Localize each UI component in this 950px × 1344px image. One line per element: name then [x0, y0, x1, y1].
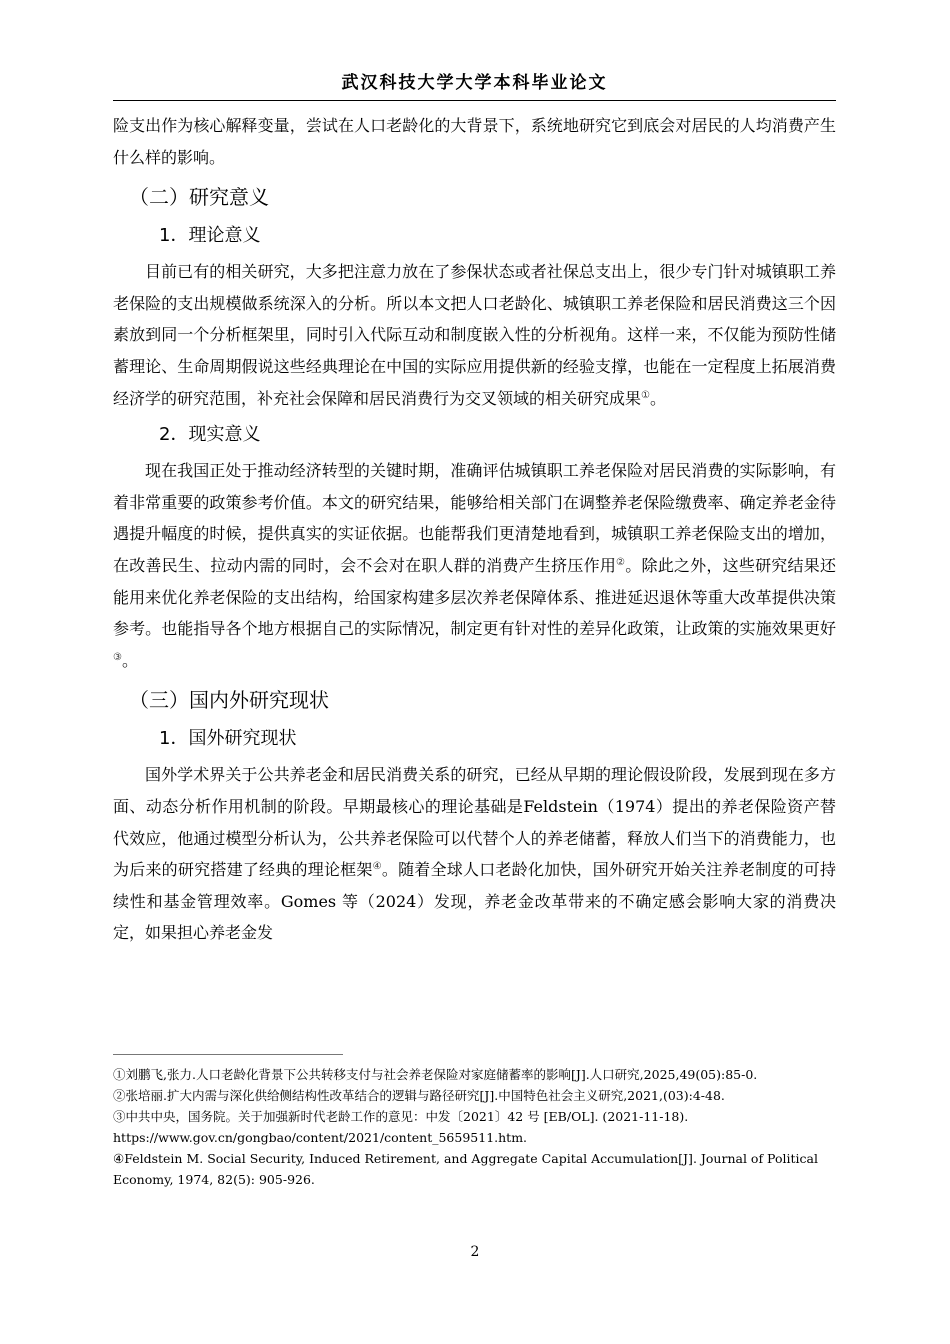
theory-paragraph — [113, 256, 836, 414]
section-heading-significance: （二）研究意义 — [129, 185, 269, 210]
footnote-separator — [113, 1054, 343, 1055]
practice-paragraph — [113, 455, 836, 676]
foreign-text-b: 。随着全球人口老龄化加快，国外研究开始关注养老制度的可持续性和基金管理效率。Gomes 等（2024）发现，养老金改革带来的不确定感会影响大家的消费决定，如果担心养老金发 — [113, 860, 836, 943]
footnote-1: ①刘鹏飞,张力.人口老龄化背景下公共转移支付与社会养老保险对家庭储蓄率的影响[J].人口研究,2025,49(05):85-0. — [113, 1067, 758, 1082]
theory-end: 。 — [649, 388, 666, 408]
practice-text-a: 现在我国正处于推动经济转型的关键时期，准确评估城镇职工养老保险对居民消费的实际影响，有着非常重要的政策参考价值。本文的研究结果，能够给相关部门在调整养老保险缴费率、确定养老金待遇提升幅度的时候，提供真实的实证依据。也能帮我们更清楚地看到，城镇职工养老保险支出的增加，在改善民生、拉动内需的同时，会不会对在职人群的消费产生挤压作用 — [113, 461, 836, 575]
footnote-ref-2[interactable]: ② — [616, 556, 626, 568]
footnote-ref-3[interactable]: ③ — [113, 651, 122, 663]
footnote-ref-1[interactable]: ① — [641, 389, 650, 401]
subsection-heading-foreign: 1．国外研究现状 — [159, 728, 297, 750]
theory-text: 目前已有的相关研究，大多把注意力放在了参保状态或者社保总支出上，很少专门针对城镇职工养老保险的支出规模做系统深入的分析。所以本文把人口老龄化、城镇职工养老保险和居民消费这三个因素放到同一个分析框架里，同时引入代际互动和制度嵌入性的分析视角。这样一来，不仅能为预防性储蓄理论、生命周期假说这些经典理论在中国的实际应用提供新的经验支撑，也能在一定程度上拓展消费经济学的研究范围，补充社会保障和居民消费行为交叉领域的相关研究成果 — [113, 262, 836, 408]
footnote-2: ②张培丽.扩大内需与深化供给侧结构性改革结合的逻辑与路径研究[J].中国特色社会主义研究,2021,(03):4-48. — [113, 1088, 725, 1103]
practice-text-b: 。除此之外，这些研究结果还能用来优化养老保险的支出结构，给国家构建多层次养老保障体系、推进延迟退休等重大改革提供决策参考。也能指导各个地方根据自己的实际情况，制定更有针对性的差异化政策，让政策的实施效果更好 — [113, 555, 836, 639]
subsection-heading-practice: 2．现实意义 — [159, 424, 261, 446]
footnotes — [113, 1064, 836, 1190]
header-rule — [113, 100, 836, 101]
practice-end: 。 — [121, 650, 138, 670]
foreign-paragraph — [113, 759, 836, 949]
footnote-3: ③中共中央，国务院。关于加强新时代老龄工作的意见：中发〔2021〕42 号 [EB/OL]. (2021-11-18). — [113, 1109, 689, 1124]
running-head-title: 武汉科技大学大学本科毕业论文 — [341, 73, 608, 93]
intro-paragraph: 险支出作为核心解释变量，尝试在人口老龄化的大背景下，系统地研究它到底会对居民的人均消费产生什么样的影响。 — [113, 116, 836, 167]
page-number: 2 — [470, 1244, 480, 1260]
subsection-heading-theory: 1．理论意义 — [159, 225, 261, 247]
footnote-4: ④Feldstein M. Social Security, Induced Retirement, and Aggregate Capital Accumulation[J]. Journal of Political Economy, 1974, 82(5): 905-926. — [113, 1151, 818, 1187]
body-text — [113, 110, 836, 949]
section-heading-status: （三）国内外研究现状 — [129, 688, 329, 713]
foreign-text-a: 国外学术界关于公共养老金和居民消费关系的研究，已经从早期的理论假设阶段，发展到现在多方面、动态分析作用机制的阶段。早期最核心的理论基础是Feldstein（1974）提出的养老保险资产替代效应，他通过模型分析认为，公共养老保险可以代替个人的养老储蓄，释放人们当下的消费能力，也为后来的研究搭建了经典的理论框架 — [113, 765, 836, 880]
footnote-3-url[interactable]: https://www.gov.cn/gongbao/content/2021/content_5659511.htm. — [113, 1130, 528, 1145]
footnote-ref-4[interactable]: ④ — [372, 861, 382, 873]
